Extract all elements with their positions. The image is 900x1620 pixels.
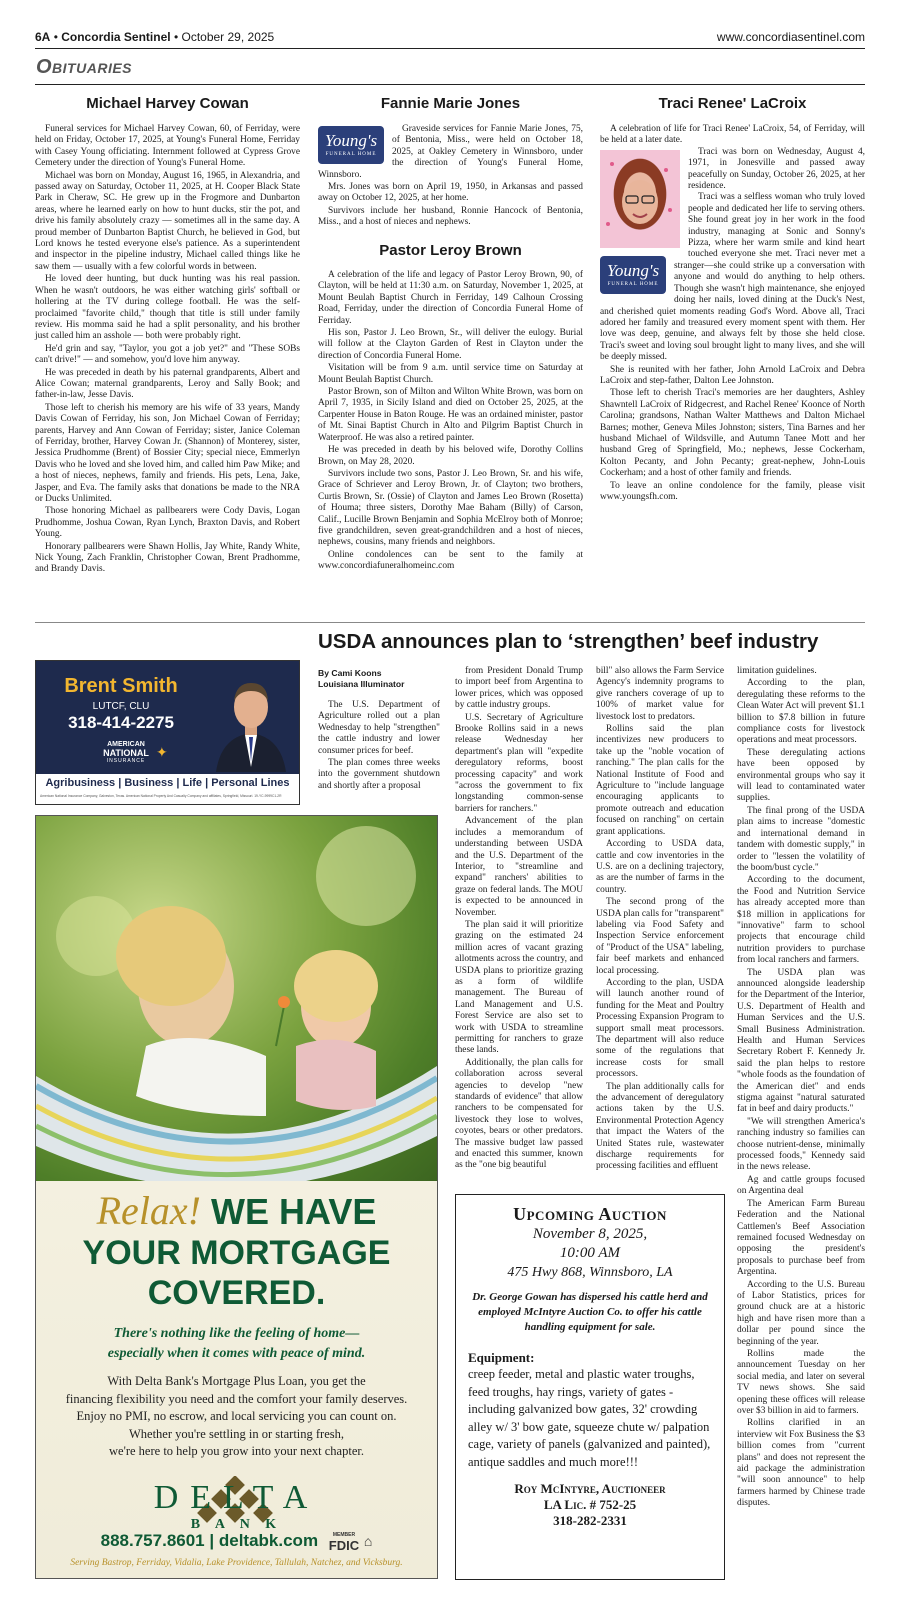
agent-name: Brent Smith bbox=[64, 675, 178, 697]
headline-line: COVERED. bbox=[147, 1274, 326, 1312]
youngs-funeral-home-logo bbox=[600, 256, 666, 294]
obit-paragraph: Michael was born on Monday, August 16, 1965, in Alexandria, and passed away on Saturday, October 11, 2025, at H. Cooper Black State Park in Cheraw, SC. He grew up in the Frogmore and Dunbarton areas, where he learned early on how to hunt ducks, stir the pot, and drive his family absolutely crazy — sometimes all in the same day. A proud member of Dunbarton Baptist Church, he believed in God, but Lord knows he tested everyone else's patience. As a superintendent and inspector in the pipeline industry, Michael called things like he saw them — usually with a few colorful words in between. bbox=[35, 170, 300, 272]
ad-photo bbox=[36, 816, 437, 1181]
article-paragraph: The American Farm Bureau Federation and the National Cattlemen's Beef Association remained focused Wednesday on opposing the president's proposals to purchase beef from Argentina. bbox=[737, 1198, 865, 1278]
eagle-icon: ✦ bbox=[156, 746, 168, 761]
service-line: Personal Lines bbox=[211, 777, 290, 789]
article-paragraph: "We will strengthen America's ranching industry so families can choose nutrient-dense, minimally processed foods," Kennedy said in the news release. bbox=[737, 1116, 865, 1173]
article-paragraph: The U.S. Department of Agriculture rolled out a plan Wednesday to help "strengthen" the cattle industry and lower consumer prices for beef. bbox=[318, 700, 440, 756]
obit-paragraph: Online condolences can be sent to the family at www.concordiafuneralhomeinc.com bbox=[318, 549, 583, 572]
article-col-3 bbox=[596, 666, 724, 1173]
article-paragraph: Rollins made the announcement Tuesday on her social media, and later on several TV news shows. She said opening these offices will release over $3 billion in aid to farmers. bbox=[737, 1348, 865, 1416]
section-title: Obituaries bbox=[36, 56, 133, 78]
obit-paragraph: To leave an online condolence for the family, please visit www.youngsfh.com. bbox=[600, 480, 865, 502]
obit-paragraph: He was preceded in death by his beloved wife, Dorothy Collins Brown, on May 28, 2020. bbox=[318, 445, 583, 467]
service-line: Business bbox=[124, 777, 174, 789]
issue-date: October 29, 2025 bbox=[181, 30, 275, 44]
article-paragraph: These deregulating actions have been opposed by environmental groups who say it will lead to contaminated water supplies. bbox=[737, 747, 865, 804]
auction-date: November 8, 2025, bbox=[532, 1226, 648, 1242]
obit-title-lacroix: Traci Renee' LaCroix bbox=[658, 95, 807, 112]
delta-bank-ad bbox=[35, 815, 438, 1579]
article-paragraph: The plan comes three weeks into the government shutdown and shortly after a proposal bbox=[318, 758, 440, 791]
article-paragraph: According to the plan, USDA will launch another round of funding for the Meat and Poultry Processing Expansion Program to support small meat processors. The department will also reduce some of the regulations that increase costs for small processors. bbox=[596, 977, 724, 1080]
brent-smith-ad bbox=[35, 660, 300, 805]
article-subhead: Ag and cattle groups focused on Argentina deal bbox=[737, 1174, 865, 1197]
auction-note: Dr. George Gowan has dispersed his cattle herd and employed McIntyre Auction Co. to offer his cattle handling equipment for sale. bbox=[472, 1291, 708, 1333]
bank-phone[interactable]: 888.757.8601 bbox=[100, 1531, 205, 1550]
portrait-illustration bbox=[600, 150, 680, 248]
section-rule bbox=[35, 84, 865, 85]
obit-paragraph: Funeral services for Michael Harvey Cowan, 60, of Ferriday, were held on Friday, October 17, 2025, at Young's Funeral Home, Ferriday with Casey Young officiating. Internment followed at Cypress Grove Cemetery under the direction of Young's Funeral Home. bbox=[35, 124, 300, 169]
relax-script: Relax! bbox=[96, 1188, 201, 1233]
obit-title-jones: Fannie Marie Jones bbox=[380, 95, 521, 112]
article-paragraph: According to the U.S. Bureau of Labor Statistics, prices for ground chuck are at a historic high and have risen more than a dollar per pound since the beginning of the year. bbox=[737, 1279, 865, 1347]
auction-ad bbox=[455, 1194, 725, 1580]
article-paragraph: U.S. Secretary of Agriculture Brooke Rollins said in a news release Wednesday her department's plan will "expedite deregulatory reforms, boost processing capacity" and work "across the government to fix longstanding common-sense barriers for ranchers." bbox=[455, 712, 583, 814]
article-paragraph: The plan additionally calls for the advancement of deregulatory actions taken by the U.S. Environmental Protection Agency that impact the Waters of the United States rule, wastewater discharge requirements for processing facilities and effluent bbox=[596, 1081, 724, 1172]
tagline-line: There's nothing like the feeling of home— bbox=[113, 1326, 360, 1341]
bank-website[interactable]: deltabk.com bbox=[218, 1531, 319, 1550]
portrait-photo bbox=[600, 150, 680, 248]
article-col-4 bbox=[737, 666, 865, 1510]
fdic-badge bbox=[329, 1531, 359, 1552]
obit-paragraph: His son, Pastor J. Leo Brown, Sr., will deliver the eulogy. Burial will follow at the Clayton Garden of Rest in Clayton under the direction of Concordia Funeral Home. bbox=[318, 328, 583, 361]
service-line: Agribusiness bbox=[45, 777, 116, 789]
body-line: Enjoy no PMI, no escrow, and local servicing you can count on. bbox=[76, 1409, 397, 1423]
body-line: Whether you're settling in or starting fresh, bbox=[128, 1426, 345, 1441]
obit-title-cowan: Michael Harvey Cowan bbox=[86, 95, 249, 112]
tagline-line: especially when it comes with peace of mind. bbox=[107, 1346, 366, 1361]
agent-illustration bbox=[211, 667, 291, 772]
obit-paragraph: Honorary pallbearers were Shawn Hollis, Jay White, Randy White, Nick Young, Zach Franklin, Christopher Cowan, Brent Pradhomme, and Brandy Davis. bbox=[35, 541, 300, 575]
equipment-label: Equipment: bbox=[468, 1350, 535, 1365]
obit-lacroix bbox=[600, 124, 865, 503]
article-paragraph: The final prong of the USDA plan aims to increase "domestic and international demand in tandem with domestic supply," in order to "lessen the volatility of the boom/bust cycle." bbox=[737, 805, 865, 873]
brand-word: AMERICAN bbox=[107, 741, 145, 748]
bank-sub-text: B A N K bbox=[190, 1517, 283, 1532]
service-line: Life bbox=[182, 777, 203, 789]
logo-subtext: FUNERAL HOME bbox=[607, 281, 659, 287]
article-headline: USDA announces plan to ‘strengthen’ beef industry bbox=[318, 630, 819, 653]
paper-name: Concordia Sentinel bbox=[61, 30, 171, 44]
contact-separator: | bbox=[209, 1531, 219, 1550]
obit-paragraph: Traci was born on Wednesday, August 4, 1971, in Jonesville and passed away peacefully on Sunday, October 26, 2025, at her residence. bbox=[688, 146, 865, 192]
ad-body bbox=[36, 1373, 437, 1461]
auctioneer-license: LA Lic. # 752-25 bbox=[543, 1497, 637, 1512]
article-paragraph: Advancement of the plan includes a memorandum of understanding between USDA and the U.S. Department of the Interior, to "streamline and expand" ranchers' abilities to graze on federal lands. The MOU is expected to be announced in November. bbox=[455, 816, 583, 918]
article-col-2 bbox=[455, 666, 583, 1172]
auctioneer-phone[interactable]: 318-282-2331 bbox=[553, 1513, 627, 1528]
bank-name-text: DELTA bbox=[153, 1479, 320, 1516]
obit-paragraph: Graveside services for Fannie Marie Jones, 75, of Bentonia, Miss., were held on October 18, 2025, at Oakley Cemetery in Winnsboro, under the direction of Young's Funeral Home, Winnsboro. bbox=[318, 124, 583, 180]
obit-paragraph: Mrs. Jones was born on April 19, 1950, in Arkansas and passed away on October 12, 2025, at her home. bbox=[318, 182, 583, 204]
website-link[interactable]: www.concordiasentinel.com bbox=[716, 30, 865, 44]
auctioneer-name: Roy McIntyre, Auctioneer bbox=[514, 1481, 666, 1496]
obit-paragraph: She is reunited with her father, John Arnold LaCroix and Debra LaCroix and step-father, Dalton Lee Johnston. bbox=[600, 364, 865, 386]
article-paragraph: According to the document, the Food and Nutrition Service has already accepted more than $18 million in applications for "innovative" farm to school projects that encourage child nutrition providers to purchase from local ranchers and farmers. bbox=[737, 875, 865, 966]
article-col-1 bbox=[318, 668, 440, 792]
obit-paragraph: Survivors include two sons, Pastor J. Leo Brown, Sr. and his wife, Grace of Schriever and Leroy Brown, Jr. of Clayton; two brothers, Curtis Brown, Sr. (Ossie) of Clayton and James Leo Brown (Rosetta) of Houma; three sisters, Dorothy Mae Baham (Billy) of Carson, Calif., Lucille Brown Benjamin and Sophia McElroy both of Monroe; five grandchildren, seven great-grandchildren and a host of nieces, nephews, cousins, many friends and neighbors. bbox=[318, 468, 583, 548]
article-paragraph: According to USDA data, cattle and cow inventories in the U.S. are on a declining trajectory, as are the number of farms in the country. bbox=[596, 839, 724, 895]
article-paragraph: The USDA plan was announced alongside leadership for the Department of the Interior, U.S. Department of Health and Human Services and the U.S. Small Business Administration. Health and Human Services Secretary Robert F. Kennedy Jr. said the plan helps to restore "whole foods as the foundation of the American diet" and ends stigma against "natural saturated fat in beef and dairy products." bbox=[737, 967, 865, 1115]
obit-paragraph: He'd grin and say, "Taylor, you got a job yet?" and "These SOBs can't drive!" — and somehow, you'd love him anyway. bbox=[35, 343, 300, 366]
body-line: financing flexibility you need and the comfort your family deserves. bbox=[65, 1391, 408, 1406]
obit-paragraph: He loved deer hunting, but duck hunting was his real passion. When he wasn't outdoors, he was either watching girls' softball or hollering at the TV during college football. He was the self-proclaimed "favorite child," though that title is still under family review. His momma said he had a split personality, and his brother just called him an asshole — both were probably right. bbox=[35, 274, 300, 342]
ad-tagline bbox=[36, 1324, 437, 1364]
equal-housing-icon: ⌂ bbox=[363, 1533, 373, 1549]
headline-line: YOUR MORTGAGE bbox=[82, 1234, 391, 1272]
fdic-text: FDIC bbox=[328, 1538, 360, 1554]
obit-brown bbox=[318, 270, 583, 573]
obit-paragraph: Visitation will be from 9 a.m. until service time on Saturday at Mount Beulah Baptist Church. bbox=[318, 363, 583, 385]
obit-paragraph: Those honoring Michael as pallbearers were Cody Davis, Logan Prudhomme, Joshua Cowan, Ryan Lynch, Braxton Davis, and Robert Young. bbox=[35, 506, 300, 540]
brand-word: NATIONAL bbox=[103, 748, 149, 758]
obit-paragraph: He was preceded in death by his paternal grandparents, Albert and Alice Cowan; maternal grandparents, Leroy and Sally Book; and father-in-law, Jesse Davis. bbox=[35, 367, 300, 401]
agent-photo bbox=[211, 667, 291, 772]
separator-dot: • bbox=[173, 30, 182, 44]
delta-contact bbox=[35, 1531, 438, 1552]
obit-paragraph: A celebration of life for Traci Renee' LaCroix, 54, of Ferriday, will be held at a later date. bbox=[600, 124, 865, 146]
article-paragraph: limitation guidelines. bbox=[737, 666, 817, 676]
obit-paragraph: Traci was a selfless woman who truly loved people and dedicated her life to serving others. She found great joy in her work in the food industry, managing at Sonic and Sonny's Pizza, where her warm smile and kind heart touched everyone she met. Traci never met a stranger—she could strike up a conversation with anyone and would do anything to help others. Though she wasn't high maintenance, she enjoyed doing her nails, loved dining at the Duck's Nest, and cherished quiet moments reading God's Word. Above all, Traci adored her family and treasured every moment spent with them. Her love was deep, genuine, and always felt by those she held close. Traci's sweet and loving soul brought light to many lives, and she will be deeply missed. bbox=[600, 192, 865, 363]
auction-title: Upcoming Auction bbox=[513, 1204, 667, 1224]
auction-location: 475 Hwy 868, Winnsboro, LA bbox=[507, 1265, 673, 1280]
fdic-member: MEMBER bbox=[332, 1532, 356, 1539]
body-line: With Delta Bank's Mortgage Plus Loan, you get the bbox=[107, 1374, 366, 1388]
obit-jones bbox=[318, 124, 583, 229]
article-paragraph: bill" also allows the Farm Service Agency's indemnity programs to give ranchers coverage of up to 100% of market value for livestock lost to predators. bbox=[596, 666, 724, 722]
ad-fine-print: American National Insurance Company, Galveston, Texas. American National Property And Casualty Company and affiliates, Springfield, Missouri. 19-YC-9999C1-2R bbox=[40, 794, 282, 798]
delta-bank-wordmark bbox=[35, 1480, 438, 1534]
obit-paragraph: Survivors include her husband, Ronnie Hancock of Bentonia, Miss., and a host of nieces and nephews. bbox=[318, 205, 583, 228]
agent-credentials: LUTCF, CLU bbox=[92, 701, 150, 712]
article-paragraph: Additionally, the plan calls for collaboration across several agencies to develop "new standards of evidence" that allow ranchers to be compensated for livestock they lose to wolves, coyotes, bears or other predators. The massive budget law passed and enacted this summer, known as the "one big beautiful bbox=[455, 1057, 583, 1171]
article-paragraph: Rollins clarified in an interview wit Fox Business the $3 billion comes from "current plans" and does not represent the aid package the administration "will soon announce" to help farmers harmed by Chinese trade disputes. bbox=[737, 1418, 865, 1509]
byline-outlet: Louisiana Illuminator bbox=[318, 679, 405, 689]
equipment-list: creep feeder, metal and plastic water troughs, feed troughs, hay rings, variety of gates - including galvanized bow gates, 32' crowding alley w/ 3' bow gate, squeeze chute w/ palpation cage, variety of panels (galvanized and painted), antique saddles and much more!!! bbox=[468, 1367, 711, 1469]
service-lines: Agribusiness | Business | Life | Personal Lines bbox=[45, 777, 290, 789]
section-divider bbox=[35, 622, 865, 623]
article-paragraph: According to the plan, deregulating these reforms to the Clean Water Act will prevent $1.1 billion to $7.8 billion in future compliance costs for livestock operations and meat processors. bbox=[737, 678, 865, 746]
article-paragraph: from President Donald Trump to import beef from Argentina to lower prices, which was opposed by cattle industry groups. bbox=[455, 666, 583, 711]
byline: By Cami Koons bbox=[318, 668, 382, 678]
header-rule bbox=[35, 48, 865, 49]
article-paragraph: The second prong of the USDA plan calls for "transparent" labeling via Food Safety and Inspection Service enforcement of "Product of the USA" labeling, fair beef markets and enhanced local processing. bbox=[596, 897, 724, 976]
article-paragraph: The plan said it will prioritize grazing on the estimated 24 million acres of vacant grazing allotments across the country, and USDA plans to prioritize grazing as a form of wildlife management. The Bureau of Land Management and U.S. Forest Service are also set to work with USDA to streamline permitting for ranchers to graze these lands. bbox=[455, 919, 583, 1056]
body-line: we're here to help you grow into your next chapter. bbox=[109, 1444, 364, 1458]
obit-paragraph: Those left to cherish Traci's memories are her daughters, Ashley Shawntell LaCroix of Ridgecrest, and Rachel Renee' Koonce of North Carolina; grandsons, Nathan Walter Matthews and Dalton Michael Barnes; mother, Geneva Miles Johnston; sisters, Tina Barnes and her husband Michael of Wildsville, and Autumn Tanee Mott and her husband Greg of Springfield, Mo.; nephews, Jesse Cockerham, Kolton Pecanty, and John Pecanty; great-nephew, John-Louis Cockerham; and a host of other family and friends. bbox=[600, 388, 865, 479]
obit-paragraph: Those left to cherish his memory are his wife of 33 years, Mandy Davis Cowan of Ferriday, his son, Jon Michael Cowan of Ferriday; parents, Harvey and Ann Cowan of Ferriday; sister, Janice Coleman of Ferriday, brother, Harvey Cowan Jr. (Shannon) of Monterey, sister, Jessica Prudhomme (Brent) of Bossier City; special niece, Emmerlyn Davis who he loved and she loved him, and called him Paw Mike; and a host of nieces, nephews, family and friends. His pets, Lena, Jake, Jasper, and Eva. The family asks that donations be made to the NRA or Ducks Unlimited. bbox=[35, 402, 300, 504]
headline-line: WE HAVE bbox=[211, 1191, 377, 1232]
page-header bbox=[35, 30, 865, 46]
obit-paragraph: A celebration of the life and legacy of Pastor Leroy Brown, 90, of Clayton, will be held at 11:30 a.m. on Saturday, November 1, 2025, at Mount Beulah Baptist Church in Ferriday, 149 Calhoun Crossing Road, Ferriday, under the direction of Concordia Funeral Home of Ferriday. bbox=[318, 270, 583, 326]
obit-title-brown: Pastor Leroy Brown bbox=[379, 242, 522, 259]
hammock-illustration bbox=[36, 816, 437, 1181]
auction-time: 10:00 AM bbox=[559, 1245, 621, 1261]
delta-serving: Serving Bastrop, Ferriday, Vidalia, Lake Providence, Tallulah, Natchez, and Vicksburg. bbox=[70, 1558, 403, 1568]
agent-phone[interactable]: 318-414-2275 bbox=[68, 713, 174, 732]
logo-subtext: FUNERAL HOME bbox=[325, 152, 377, 157]
youngs-funeral-home-logo bbox=[318, 126, 384, 164]
separator-dot: • bbox=[53, 30, 62, 44]
logo-text: Young's bbox=[606, 260, 660, 280]
obit-paragraph: Pastor Brown, son of Milton and Wilton White Brown, was born on April 7, 1935, in Sicily Island and died on October 25, 2025, at the Carpenter House in Baton Rouge. He was an ordained minister, pastor of Mt. Sinai Baptist Church in Alto and Pilgrim Baptist Church in Waterproof. He was also a retired painter. bbox=[318, 387, 583, 443]
brand-word: INSURANCE bbox=[106, 758, 146, 764]
obit-cowan bbox=[35, 124, 300, 576]
ad-headline bbox=[36, 1190, 437, 1313]
article-paragraph: Rollins said the plan incentivizes new producers to take up the "noble vocation of ranching." The plan calls for the National Institute of Food and Agriculture to "include language encouraging applicants to promote outreach and education focused on ranching" on certain grant applications. bbox=[596, 724, 724, 837]
page-number: 6A bbox=[35, 30, 51, 44]
logo-text: Young's bbox=[324, 131, 378, 150]
